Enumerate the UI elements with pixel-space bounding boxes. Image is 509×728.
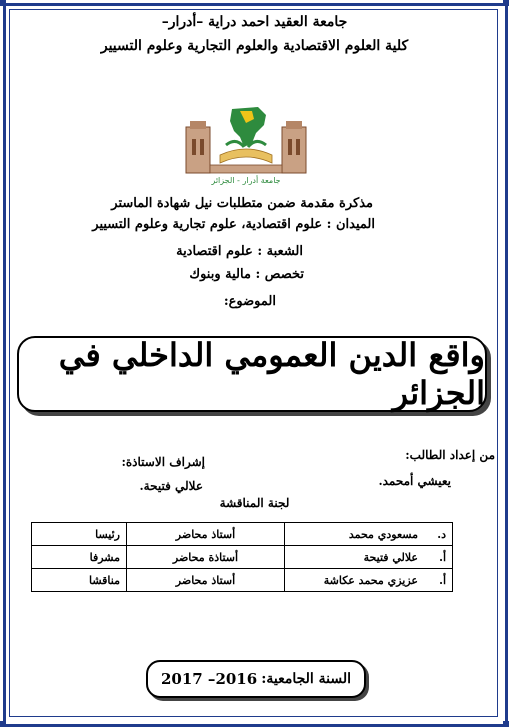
supervisor-name: علالي فتيحة. — [139, 479, 203, 493]
jury-title: د. — [437, 527, 446, 541]
academic-year-value: 2016– 2017 — [160, 670, 258, 688]
jury-name: مسعودي محمد — [348, 527, 418, 541]
jury-name-cell — [285, 569, 453, 592]
prepared-by-label: من إعداد الطالب: — [405, 448, 495, 462]
committee-label: لجنة المناقشة — [219, 496, 290, 510]
thesis-title: واقع الدين العمومي الداخلي في الجزائر — [58, 336, 485, 412]
jury-name: عزيزي محمد عكاشة — [323, 573, 418, 587]
faculty-name: كلية العلوم الاقتصادية والعلوم التجارية وعلوم التسيير — [100, 38, 409, 54]
jury-name: علالي فتيحة — [363, 550, 418, 564]
student-name: يعيشي أمحمد. — [378, 474, 451, 488]
jury-role: مشرفا — [32, 546, 127, 569]
frame-corner — [0, 721, 6, 727]
topic-label: الموضوع: — [223, 294, 276, 309]
field-line: الميدان : علوم اقتصادية، علوم تجارية وعلوم التسيير — [92, 217, 375, 232]
table-row — [32, 569, 453, 592]
jury-title: أ. — [439, 550, 446, 564]
supervisor-label: إشراف الاستاذة: — [121, 455, 205, 469]
specialty-line: تخصص : مالية وبنوك — [189, 267, 304, 282]
table-row — [32, 523, 453, 546]
jury-rank: أستاذ محاضر — [127, 523, 285, 546]
university-logo — [180, 103, 312, 185]
jury-name-cell — [285, 523, 453, 546]
jury-table — [31, 522, 453, 592]
table-row — [32, 546, 453, 569]
memo-statement: مذكرة مقدمة ضمن متطلبات نيل شهادة الماستر — [111, 196, 373, 211]
academic-year-label: السنة الجامعية: — [261, 671, 352, 687]
jury-rank: أستاذ محاضر — [127, 569, 285, 592]
thesis-title-box — [17, 336, 487, 412]
jury-role: رئيسا — [32, 523, 127, 546]
jury-role: مناقشا — [32, 569, 127, 592]
jury-title: أ. — [439, 573, 446, 587]
branch-line: الشعبة : علوم اقتصادية — [176, 244, 303, 259]
jury-rank: أستاذة محاضر — [127, 546, 285, 569]
academic-year-box — [146, 660, 366, 698]
university-name: جامعة العقيد احمد دراية –أدرار– — [161, 14, 348, 30]
logo-caption: جامعة أدرار - الجزائر — [211, 176, 281, 185]
frame-corner — [503, 721, 509, 727]
frame-corner — [0, 0, 6, 6]
frame-corner — [503, 0, 509, 6]
jury-name-cell — [285, 546, 453, 569]
